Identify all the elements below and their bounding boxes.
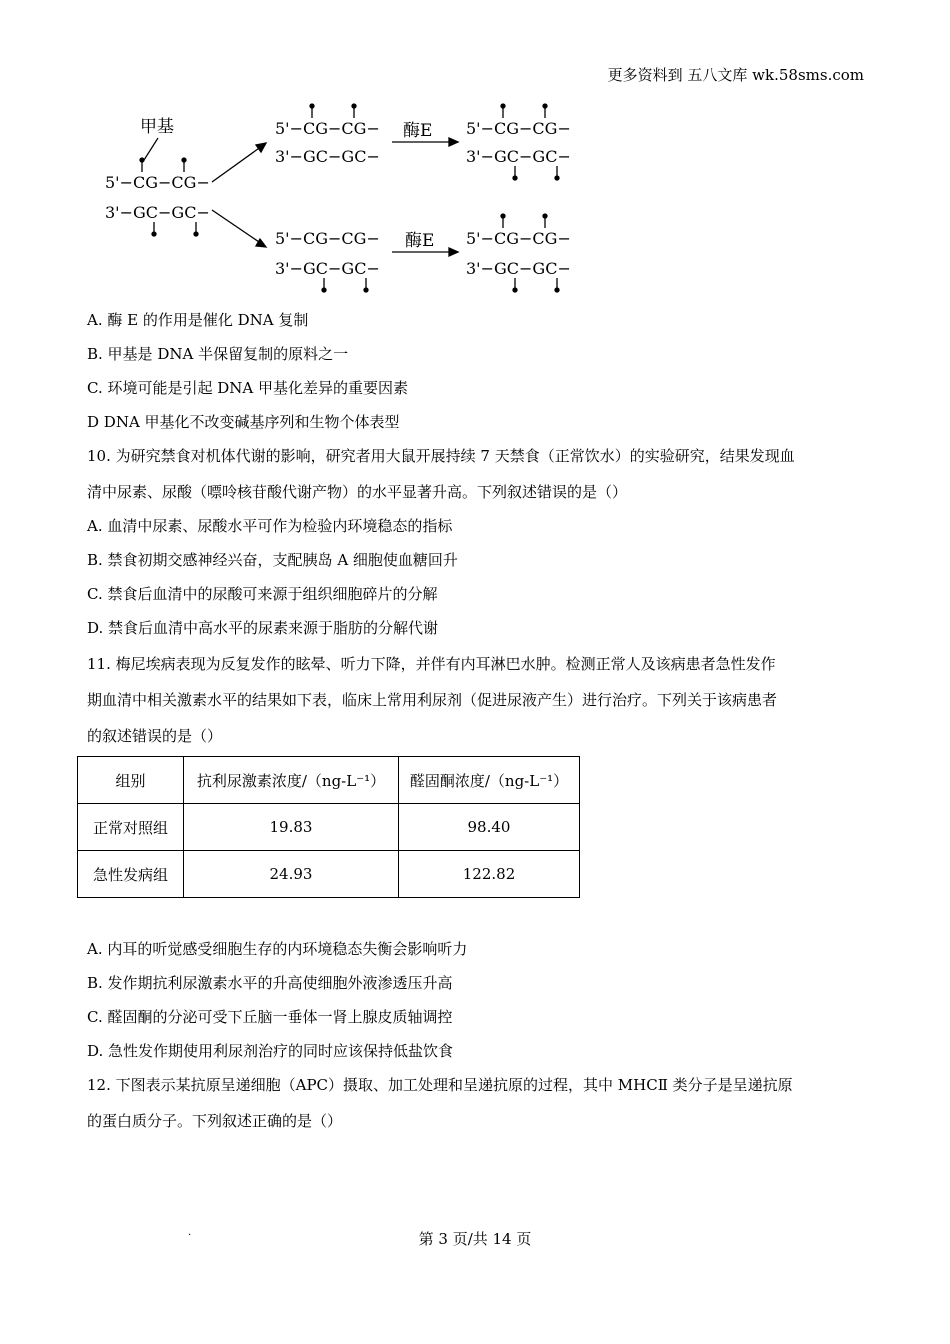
q11-option-c: C. 醛固酮的分泌可受下丘脑一垂体一肾上腺皮质轴调控 (87, 1008, 453, 1026)
lower-mid-top-strand: 5'−CG−CG− (275, 229, 380, 248)
lower-product-bottom-strand: 3'−GC−GC− (466, 259, 571, 278)
q11-option-d: D. 急性发作期使用利尿剂治疗的同时应该保持低盐饮食 (87, 1042, 454, 1060)
table-cell: 19.83 (184, 804, 399, 851)
table-cell: 正常对照组 (78, 804, 184, 851)
q11-stem-line1: 11. 梅尼埃病表现为反复发作的眩晕、听力下降，并伴有内耳淋巴水肿。检测正常人及该病患者急性发作 (87, 655, 776, 673)
q10-option-d: D. 禁食后血清中高水平的尿素来源于脂肪的分解代谢 (87, 619, 439, 637)
q10-option-b: B. 禁食初期交感神经兴奋，支配胰岛 A 细胞使血糖回升 (87, 551, 458, 569)
q9-option-c: C. 环境可能是引起 DNA 甲基化差异的重要因素 (87, 379, 409, 397)
parent-top-strand: 5'−CG−CG− (105, 173, 210, 192)
lower-mid-methyl-marks (322, 278, 368, 292)
upper-mid-top-strand: 5'−CG−CG− (275, 119, 380, 138)
table-header-row (78, 757, 580, 804)
lower-product-top-strand: 5'−CG−CG− (466, 229, 571, 248)
table-cell: 急性发病组 (78, 851, 184, 898)
lower-product-methyl-marks (501, 214, 559, 292)
methyl-pointer-line (144, 138, 158, 160)
q11-option-a: A. 内耳的听觉感受细胞生存的内环境稳态失衡会影响听力 (87, 940, 468, 958)
q10-stem-line2: 清中尿素、尿酸（嘌呤核苷酸代谢产物）的水平显著升高。下列叙述错误的是（） (87, 483, 628, 501)
table-cell: 98.40 (399, 804, 580, 851)
table-row (78, 851, 580, 898)
q10-option-a: A. 血清中尿素、尿酸水平可作为检验内环境稳态的指标 (87, 517, 453, 535)
table-header-cell: 抗利尿激素浓度/（ng-L⁻¹） (184, 757, 399, 804)
parent-bottom-strand: 3'−GC−GC− (105, 203, 210, 222)
table-cell: 122.82 (399, 851, 580, 898)
upper-product-methyl-marks (501, 104, 559, 180)
page-footer: 第 3 页/共 14 页 (418, 1230, 532, 1248)
q11-option-b: B. 发作期抗利尿激素水平的升高使细胞外液渗透压升高 (87, 974, 453, 992)
q12-stem-line2: 的蛋白质分子。下列叙述正确的是（） (87, 1112, 343, 1130)
table-header-cell: 组别 (78, 757, 184, 804)
stray-dot: · (188, 1230, 192, 1241)
page-header: 更多资料到 五八文库 wk.58sms.com (607, 66, 864, 84)
q9-option-d: D DNA 甲基化不改变碱基序列和生物个体表型 (87, 413, 400, 431)
q9-option-a: A. 酶 E 的作用是催化 DNA 复制 (87, 311, 309, 329)
table-header-cell: 醛固酮浓度/（ng-L⁻¹） (399, 757, 580, 804)
lower-enzyme-label: 酶E (405, 231, 435, 251)
diverge-arrows (212, 143, 266, 247)
q11-stem-line3: 的叙述错误的是（） (87, 727, 223, 745)
q11-stem-line2: 期血清中相关激素水平的结果如下表，临床上常用利尿剂（促进尿液产生）进行治疗。下列关于该病患者 (87, 691, 778, 709)
upper-mid-bottom-strand: 3'−GC−GC− (275, 147, 380, 166)
q10-stem-line1: 10. 为研究禁食对机体代谢的影响，研究者用大鼠开展持续 7 天禁食（正常饮水）的实验研究，结果发现血 (87, 447, 795, 465)
q10-option-c: C. 禁食后血清中的尿酸可来源于组织细胞碎片的分解 (87, 585, 438, 603)
methyl-label: 甲基 (140, 117, 174, 137)
upper-product-top-strand: 5'−CG−CG− (466, 119, 571, 138)
parent-methyl-marks (140, 158, 198, 236)
table-cell: 24.93 (184, 851, 399, 898)
upper-enzyme-label: 酶E (403, 121, 433, 141)
hormone-table (77, 756, 580, 898)
q9-option-b: B. 甲基是 DNA 半保留复制的原料之一 (87, 345, 349, 363)
table-row (78, 804, 580, 851)
lower-mid-bottom-strand: 3'−GC−GC− (275, 259, 380, 278)
dna-methylation-diagram (100, 100, 580, 300)
upper-mid-methyl-marks (310, 104, 356, 118)
q12-stem-line1: 12. 下图表示某抗原呈递细胞（APC）摄取、加工处理和呈递抗原的过程，其中 MHCⅡ 类分子是呈递抗原 (87, 1076, 793, 1094)
upper-product-bottom-strand: 3'−GC−GC− (466, 147, 571, 166)
